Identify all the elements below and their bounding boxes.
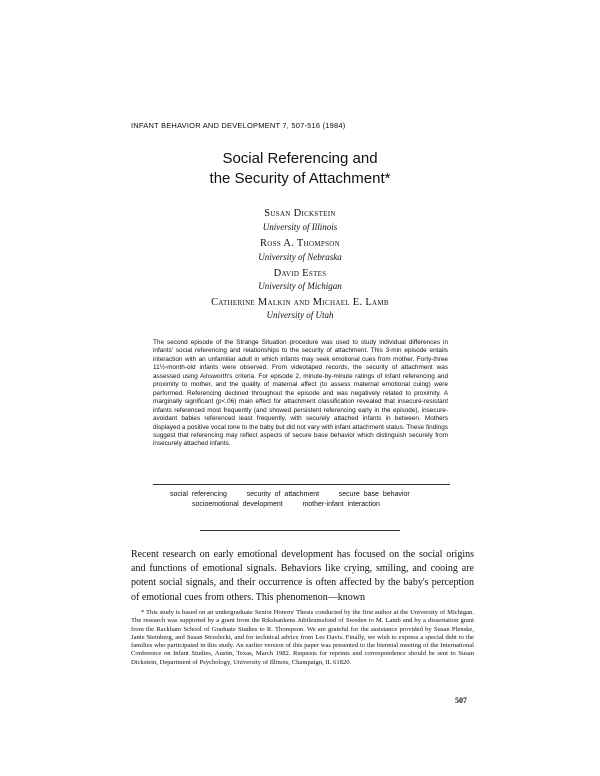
keywords-rule-bottom xyxy=(200,530,400,531)
author-affiliation: University of Michigan xyxy=(258,281,342,291)
abstract: The second episode of the Strange Situation procedure was used to study individual differences in infants' social referencing and relationships to the security of attachment. This 3-min episode entails interaction with an unfamiliar adult in which infants may seek emotional cues from mother. Forty-three 11½-month-old infants were observed. From videotaped records, the security of attachment was assessed using Ainsworth's criteria. For episode 2, minute-by-minute ratings of infant referencing and proximity to mother, and the quality of maternal affect (to assess maternal emotional cuing) were performed. Referencing declined throughout the episode and was negatively related to proximity. A marginally significant (p<.06) main effect for attachment classification revealed that insecure-resistant infants referenced most frequently (and showed persistent referencing early in the episode), insecure-avoidant babies referenced least frequently, with securely attached infants in between. Mothers displayed a positive vocal tone to the baby but did not vary with infant attachment status. These findings suggest that referencing may reflect aspects of secure base behavior which distinguish securely from insecurely attached infants. xyxy=(153,339,448,448)
author-name: David Estes xyxy=(273,268,327,279)
author-affiliation: University of Utah xyxy=(266,310,334,320)
body-paragraph: Recent research on early emotional development has focused on the social origins and functions of emotional signals. Behaviors like crying, smiling, and cooing are potent social signals, and their occurrence is often affected by the baby's perception of emotional cues from others. This phenomenon—known xyxy=(131,549,474,603)
author-name: Susan Dickstein xyxy=(264,208,336,219)
keywords-line-1: social referencing security of attachment secure base behavior xyxy=(170,491,410,498)
author-affiliation: University of Nebraska xyxy=(258,252,342,262)
author-name: Catherine Malkin and Michael E. Lamb xyxy=(211,297,389,308)
keywords-line-2: socioemotional development mother-infant interaction xyxy=(192,501,380,508)
article-title-line-2: the Security of Attachment* xyxy=(209,170,391,187)
keywords-rule-top xyxy=(153,484,450,485)
page-number: 507 xyxy=(455,696,467,705)
article-title-line-1: Social Referencing and xyxy=(222,150,378,167)
author-affiliation: University of Illinois xyxy=(262,222,338,232)
author-name: Ross A. Thompson xyxy=(260,238,340,249)
journal-citation: INFANT BEHAVIOR AND DEVELOPMENT 7, 507-516 (1984) xyxy=(131,121,346,130)
footnote: * This study is based on an undergraduate Senior Honors' Thesis conducted by the first author at the University of Michigan. The research was supported by a grant from the Riksbankens Jubileumsfond of Sweden to M. Lamb and by a dissertation grant from the Rackham School of Graduate Studies to R. Thompson. We are grateful for the assistance provided by Susan Plenske, Janie Steinberg, and Susan Strzelecki, and for technical advice from Les Davis. Finally, we wish to express a special debt to the families who participated in this study. An earlier version of this paper was presented to the biennial meeting of the International Conference on Infant Studies, Austin, Texas, March 1982. Requests for reprints and correspondence should be sent to Susan Dickstein, Department of Psychology, University of Illinois, Champaign, IL 61820. xyxy=(131,609,474,666)
